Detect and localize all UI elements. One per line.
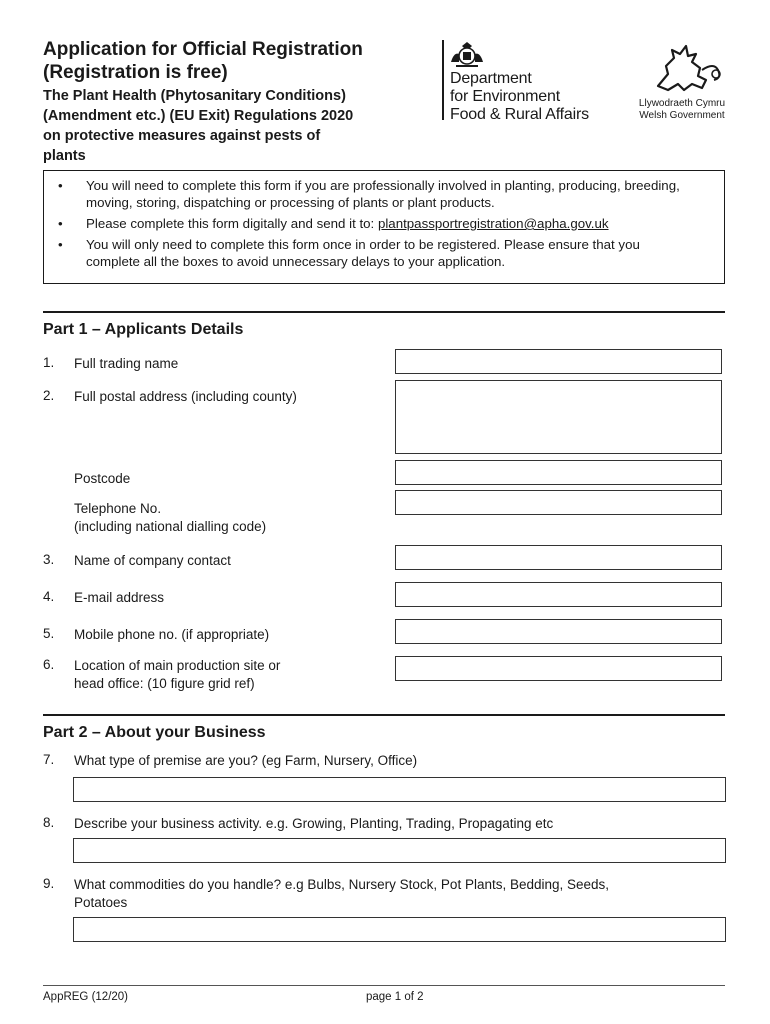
q3-label: Name of company contact: [74, 553, 231, 568]
company-contact-input[interactable]: [395, 545, 722, 570]
section-divider: [43, 311, 725, 313]
business-activity-input[interactable]: [73, 838, 726, 863]
telephone-label-line1: Telephone No.: [74, 501, 162, 516]
trading-name-input[interactable]: [395, 349, 722, 374]
form-code: AppREG (12/20): [43, 991, 129, 1003]
q6-label-line2: head office: (10 figure grid ref): [74, 676, 255, 691]
instruction-text: You will only need to complete this form once in order to be registered. Please ensure that you complete all the boxes to avoid unnecessary delays to your application.: [86, 237, 640, 269]
question-number: 6.: [43, 657, 55, 672]
question-number: 3.: [43, 552, 55, 567]
instructions-box: [43, 170, 725, 284]
bullet-icon: •: [58, 178, 63, 193]
bullet-icon: •: [58, 237, 63, 252]
welsh-line1: Llywodraeth Cymru: [638, 98, 726, 109]
q8-label: Describe your business activity. e.g. Growing, Planting, Trading, Propagating etc: [74, 816, 554, 831]
welsh-government-text: [632, 98, 732, 122]
welsh-line2: Welsh Government: [639, 110, 725, 121]
question-number: 4.: [43, 589, 55, 604]
footer-divider: [43, 985, 725, 986]
question-number: 2.: [43, 388, 55, 403]
email-link[interactable]: plantpassportregistration@apha.gov.uk: [377, 216, 609, 231]
section-divider: [43, 714, 725, 716]
question-number: 5.: [43, 626, 55, 641]
postcode-input[interactable]: [395, 460, 722, 485]
question-number: 9.: [43, 876, 55, 891]
defra-logo-divider: [442, 40, 444, 120]
page-number: page 1 of 2: [366, 991, 424, 1003]
q2-label: Full postal address (including county): [74, 389, 297, 404]
telephone-label: [74, 500, 266, 536]
grid-ref-input[interactable]: [395, 656, 722, 681]
postcode-label: Postcode: [74, 471, 131, 486]
welsh-dragon-icon: [648, 40, 726, 96]
instruction-text: Please complete this form digitally and send it to:: [86, 216, 378, 231]
q7-label: What type of premise are you? (eg Farm, Nursery, Office): [74, 753, 418, 768]
q5-label: Mobile phone no. (if appropriate): [74, 627, 270, 642]
question-number: 7.: [43, 752, 55, 767]
telephone-input[interactable]: [395, 490, 722, 515]
postal-address-input[interactable]: [395, 380, 722, 454]
instruction-item: [58, 215, 696, 232]
q6-label: [74, 657, 280, 693]
email-input[interactable]: [395, 582, 722, 607]
instruction-item: [58, 177, 696, 211]
form-title-line1: Application for Official Registration: [43, 39, 363, 60]
instruction-item: [58, 236, 696, 270]
q6-label-line1: Location of main production site or: [74, 658, 281, 673]
mobile-phone-input[interactable]: [395, 619, 722, 644]
defra-line3: Food & Rural Affairs: [450, 106, 589, 123]
question-number: 8.: [43, 815, 55, 830]
telephone-label-line2: (including national dialling code): [74, 519, 267, 534]
q9-label: [74, 876, 724, 912]
q9-label-line1: What commodities do you handle? e.g Bulbs, Nursery Stock, Pot Plants, Bedding, Seeds,: [74, 877, 610, 892]
part2-heading: Part 2 – About your Business: [43, 724, 266, 741]
part1-heading: Part 1 – Applicants Details: [43, 321, 244, 338]
defra-line1: Department: [450, 70, 532, 87]
instructions-list: [44, 171, 724, 270]
q1-label: Full trading name: [74, 356, 179, 371]
defra-line2: for Environment: [450, 88, 560, 105]
q9-label-line2: Potatoes: [74, 895, 128, 910]
defra-logo-text: [450, 70, 589, 124]
premise-type-input[interactable]: [73, 777, 726, 802]
q4-label: E-mail address: [74, 590, 165, 605]
commodities-input[interactable]: [73, 917, 726, 942]
form-subtitle: The Plant Health (Phytosanitary Conditions) (Amendment etc.) (EU Exit) Regulations 2020 on protective measures against pests of plants: [43, 88, 354, 164]
form-title: [43, 38, 423, 84]
form-title-line2: (Registration is free): [43, 62, 228, 83]
royal-crest-icon: [448, 40, 486, 70]
question-number: 1.: [43, 355, 55, 370]
instruction-text: You will need to complete this form if you are professionally involved in planting, producing, breeding, moving, storing, dispatching or processing of plants or plant products.: [86, 178, 680, 210]
bullet-icon: •: [58, 216, 63, 231]
